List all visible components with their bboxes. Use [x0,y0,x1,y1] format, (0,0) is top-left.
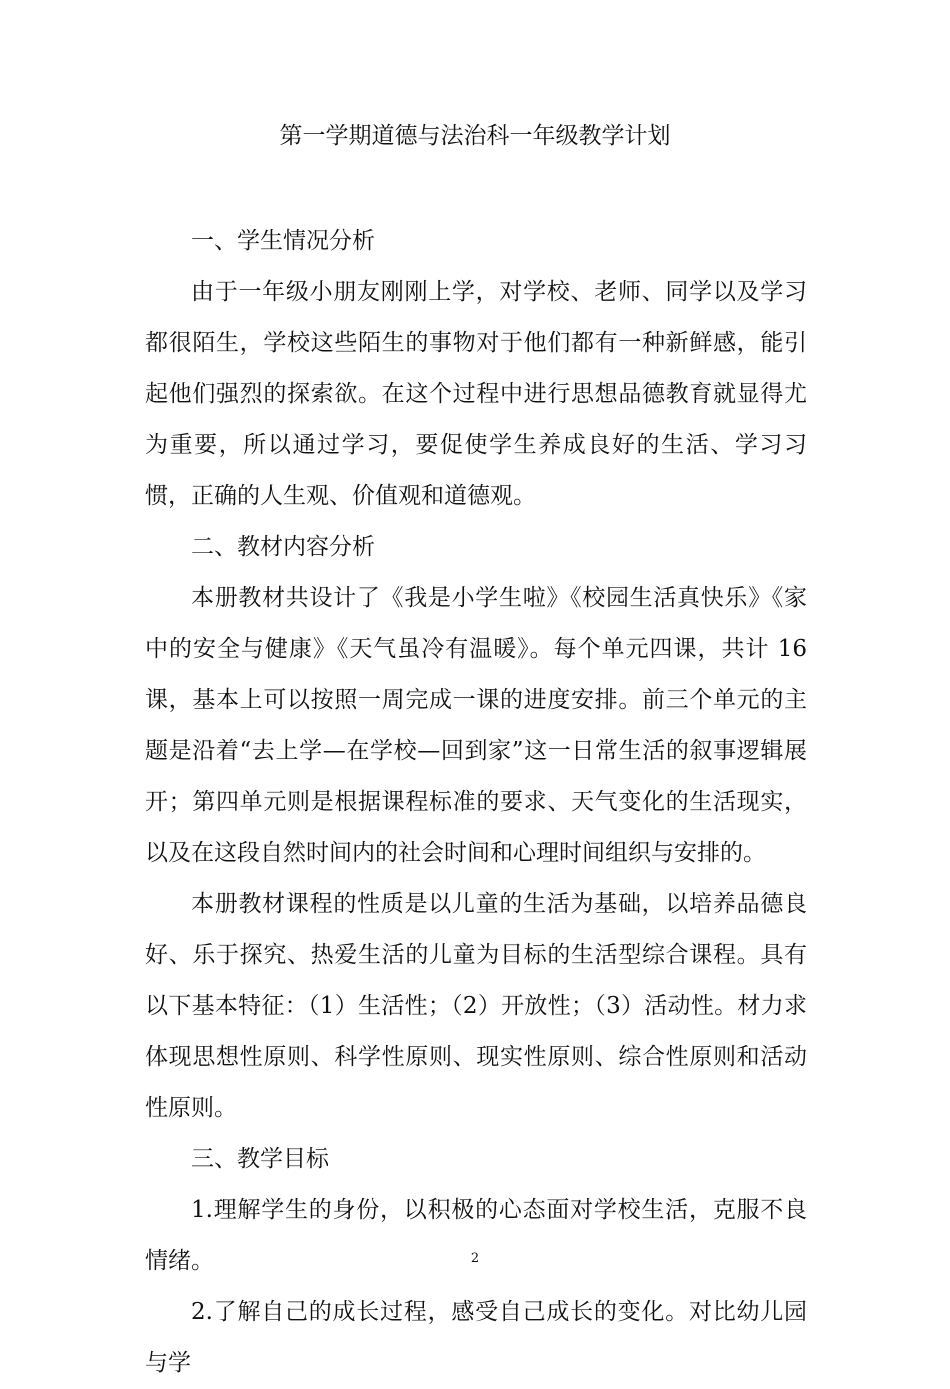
document-body [145,216,807,1389]
section-heading-textbook-analysis: 二、教材内容分析 [191,534,375,560]
section-heading-teaching-goals: 三、教学目标 [191,1146,329,1172]
paragraph-course-nature: 本册教材课程的性质是以儿童的生活为基础，以培养品德良好、乐于探究、热爱生活的儿童为目标的生活型综合课程。具有以下基本特征：（1）生活性；（2）开放性；（3）活动性。材力求体现思想性原则、科学性原则、现实性原则、综合性原则和活动性原则。 [145,891,807,1121]
paragraph-textbook-content: 本册教材共设计了《我是小学生啦》《校园生活真快乐》《家中的安全与健康》《天气虽冷有温暖》。每个单元四课，共计 16 课，基本上可以按照一周完成一课的进度安排。前三个单元的主题是沿着“去上学—在学校—回到家”这一日常生活的叙事逻辑展开；第四单元则是根据课程标准的要求、天气变化的生活现实，以及在这段自然时间内的社会时间和心理时间组织与安排的。 [145,585,807,866]
paragraph-student-analysis: 由于一年级小朋友刚刚上学，对学校、老师、同学以及学习都很陌生，学校这些陌生的事物对于他们都有一种新鲜感，能引起他们强烈的探索欲。在这个过程中进行思想品德教育就显得尤为重要，所以通过学习，要促使学生养成良好的生活、学习习惯，正确的人生观、价值观和道德观。 [145,279,807,509]
paragraph-goal-2: 2.了解自己的成长过程，感受自己成长的变化。对比幼儿园与学 [145,1299,807,1376]
section-heading-student-analysis: 一、学生情况分析 [191,228,375,254]
page-number: 2 [470,1251,480,1266]
document-title: 第一学期道德与法治科一年级教学计划 [279,123,671,149]
paragraph-goal-1: 1.理解学生的身份，以积极的心态面对学校生活，克服不良情绪。 [145,1197,807,1274]
